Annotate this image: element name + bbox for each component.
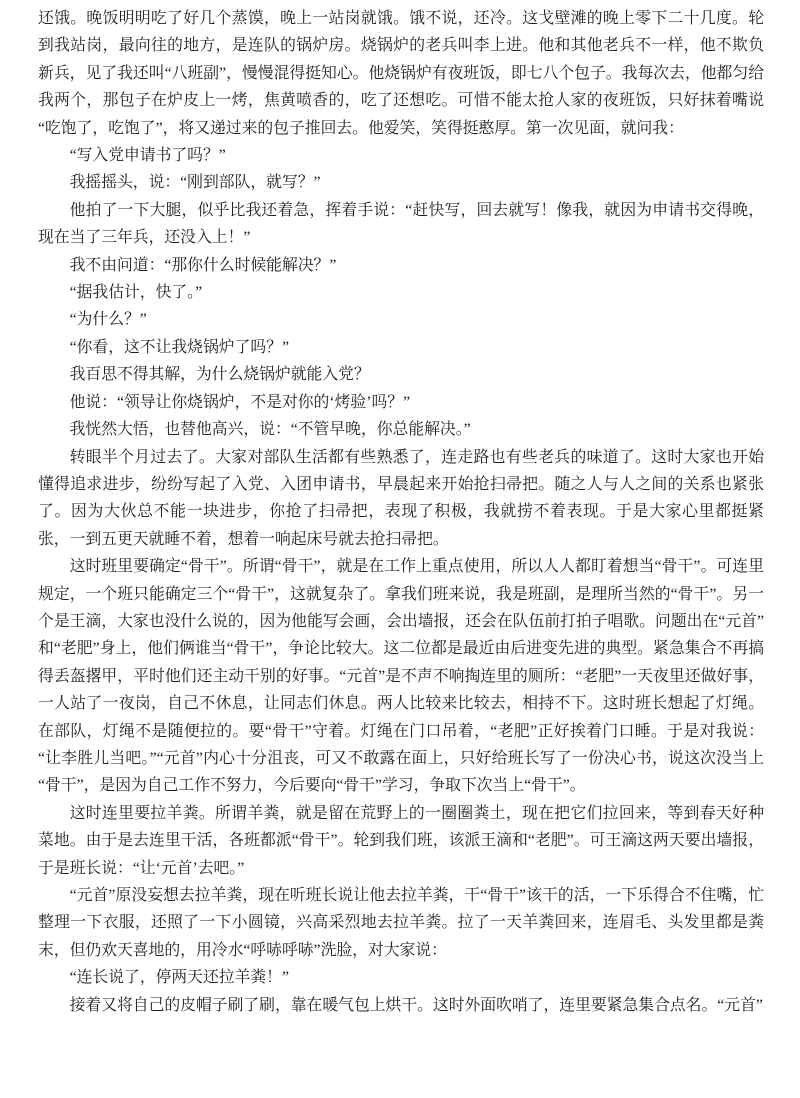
paragraph: 他说：“领导让你烧锅炉，不是对你的‘烤验’吗？” — [69, 393, 411, 411]
paragraph: 他拍了一下大腿，似乎比我还着急，挥着手说：“赶快写，回去就写！像我，就因为申请书交得晚，现在当了三年兵，还没入上！” — [38, 201, 764, 247]
paragraph: 我百思不得其解，为什么烧锅炉就能入党？ — [69, 366, 370, 384]
paragraph: 我摇摇头，说：“刚到部队，就写？” — [69, 174, 321, 192]
paragraph: 这时连里要拉羊粪。所谓羊粪，就是留在荒野上的一圈圈粪土，现在把它们拉回来，等到春天好种菜地。由于是去连里干活，各班都派“骨干”。轮到我们班，该派王滴和“老肥”。可王滴这两天要出墙报，于是班长说：“让‘元首’去吧。” — [38, 804, 764, 877]
paragraph: “你看，这不让我烧锅炉了吗？” — [69, 338, 289, 356]
paragraph: 接着又将自己的皮帽子刷了刷，靠在暖气包上烘干。这时外面吹哨了，连里要紧急集合点名。“元首” — [69, 996, 763, 1014]
paragraph: 这时班里要确定“骨干”。所谓“骨干”，就是在工作上重点使用，所以人人都盯着想当“骨干”。可连里规定，一个班只能确定三个“骨干”，这就复杂了。拿我们班来说，我是班副，是理所当然的“骨干”。另一个是王滴，大家也没什么说的，因为他能写会画，会出墙报，还会在队伍前打拍子唱歌。问题出在“元首”和“老肥”身上，他们俩谁当“骨干”，争论比较大。这二位都是最近由后进变先进的典型。紧急集合不再搞得丢盔撂甲，平时他们还主动干别的好事。“元首”是不声不响掏连里的厕所：“老肥”一天夜里还做好事，一人站了一夜岗，自己不休息，让同志们休息。两人比较来比较去，相持不下。这时班长想起了灯绳。在部队，灯绳不是随便拉的。要“骨干”守着。灯绳在门口吊着，“老肥”正好挨着门口睡。于是对我说：“让李胜儿当吧。”“元首”内心十分沮丧，可又不敢露在面上，只好给班长写了一份决心书，说这次没当上“骨干”，是因为自己工作不努力，今后要向“骨干”学习，争取下次当上“骨干”。 — [38, 558, 764, 795]
paragraph: “写入党申请书了吗？” — [69, 147, 226, 165]
paragraph: 转眼半个月过去了。大家对部队生活都有些熟悉了，连走路也有些老兵的味道了。这时大家也开始懂得追求进步，纷纷写起了入党、入团申请书，早晨起来开始抢扫帚把。随之人与人之间的关系也紧张了。因为大伙总不能一块进步，你抢了扫帚把，表现了积极，我就捞不着表现。于是大家心里都挺紧张，一到五更天就睡不着，想着一响起床号就去抢扫帚把。 — [38, 448, 764, 548]
paragraph: 我不由问道：“那你什么时候能解决？” — [69, 256, 337, 274]
paragraph: “据我估计，快了。” — [69, 284, 203, 302]
paragraph: 我恍然大悟，也替他高兴，说：“不管早晚，你总能解决。” — [69, 421, 471, 439]
paragraph: “为什么？” — [69, 311, 147, 329]
paragraph: “连长说了，停两天还拉羊粪！” — [69, 969, 289, 987]
paragraph: “元首”原没妄想去拉羊粪，现在听班长说让他去拉羊粪，干“骨干”该干的活，一下乐得合不住嘴，忙整理一下衣服，还照了一下小圆镜，兴高采烈地去拉羊粪。拉了一天羊粪回来，连眉毛、头发里都是粪末，但仍欢天喜地的，用冷水“呼哧呼哧”洗脸，对大家说： — [38, 887, 764, 959]
paragraph: 还饿。晚饭明明吃了好几个蒸馍，晚上一站岗就饿。饿不说，还冷。这戈壁滩的晚上零下二十几度。轮到我站岗，最向往的地方，是连队的锅炉房。烧锅炉的老兵叫李上进。他和其他老兵不一样，他不欺负新兵，见了我还叫“八班副”，慢慢混得挺知心。他烧锅炉有夜班饭，即七八个包子。我每次去，他都匀给我两个，那包子在炉皮上一烤，焦黄喷香的，吃了还想吃。可惜不能太抢人家的夜班饭，只好抹着嘴说“吃饱了，吃饱了”，将又递过来的包子推回去。他爱笑，笑得挺憨厚。第一次见面，就问我： — [38, 10, 764, 137]
